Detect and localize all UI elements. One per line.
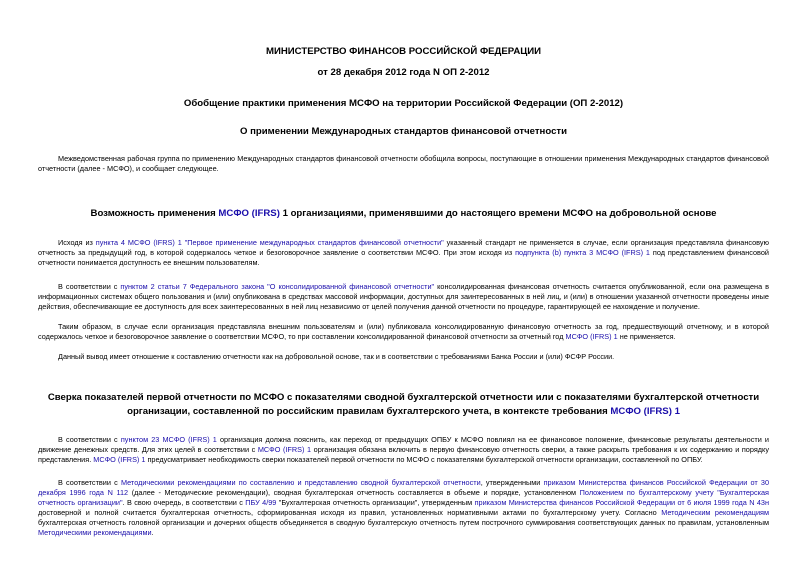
link-pbu-4-99[interactable]: ПБУ 4/99 [245, 498, 277, 507]
section1-heading-link[interactable]: МСФО (IFRS) [218, 208, 280, 219]
text-run: В соответствии с [58, 478, 121, 487]
document-date: от 28 декабря 2012 года N ОП 2-2012 [317, 67, 490, 78]
link-methodical-recommendations-3[interactable]: Методическими рекомендациями [38, 528, 152, 537]
section2-paragraph-1 [38, 435, 769, 465]
text-run: указанный стандарт не применяется в случае, если организация представляла финансовую отчетность за предыдущий год, в которой содержалось четкое и безоговорочное заявление о соответствии МСФО. При этом исходя из [38, 238, 769, 257]
section1-heading-pre: Возможность применения [90, 208, 219, 219]
document-subject: О применении Международных стандартов финансовой отчетности [239, 126, 568, 137]
link-methodical-recommendations[interactable]: Методическими рекомендациями по составлению и представлению сводной бухгалтерской отчетности [120, 478, 481, 487]
text-run: Исходя из [58, 238, 96, 247]
section2-paragraph-2 [38, 478, 769, 538]
link-ifrs1-item3b[interactable]: подпункта (b) пункта 3 МСФО (IFRS) 1 [515, 248, 650, 257]
text-run: не применяется. [617, 332, 676, 341]
section1-paragraph-3 [38, 322, 769, 342]
link-order-43n[interactable]: приказом Министерства финансов Российской Федерации от 6 июля 1999 года N 43н [474, 498, 769, 507]
text-run: В соответствии с [58, 282, 121, 291]
section1-heading [38, 207, 769, 221]
link-ifrs1-item4[interactable]: пункта 4 МСФО (IFRS) 1 "Первое применение международных стандартов финансовой отчетности" [95, 238, 444, 247]
link-ifrs1-item23[interactable]: пунктом 23 МСФО (IFRS) 1 [120, 435, 217, 444]
link-pbu-regulation[interactable]: Положением по бухгалтерскому учету "Бухгалтерская отчетность организации" [38, 488, 769, 507]
document-summary-title: Обобщение практики применения МСФО на территории Российской Федерации (ОП 2-2012) [183, 98, 624, 109]
link-ifrs1[interactable]: МСФО (IFRS) 1 [257, 445, 312, 454]
section1-paragraph-1 [38, 238, 769, 268]
intro-paragraph: Межведомственная рабочая группа по применению Международных стандартов финансовой отчетности обобщила вопросы, поступающие в отношении применения Международных стандартов финансовой отчетности (далее - МСФО), и сообщает следующее. [38, 154, 769, 173]
section2-heading [38, 391, 769, 419]
section2-heading-pre: Сверка показателей первой отчетности по МСФО с показателями сводной бухгалтерской отчетности или с показателями бухгалтерской отчетности организации, составленной по российским правилам бухгалтерского учета, в контексте требования [47, 392, 760, 417]
text-run: организация обязана включить в первую финансовую отчетность сверки, а также раскрыть требования к их содержанию и порядку представления. [38, 445, 769, 464]
link-methodical-recommendations-2[interactable]: Методическим рекомендациям [661, 508, 769, 517]
text-run: бухгалтерская отчетность головной организации и дочерних обществ объединяется в сводную бухгалтерскую отчетность путем построчного суммирования соответствующих данных по правилам, установленным [38, 518, 769, 527]
link-order-112[interactable]: приказом Министерства финансов Российской Федерации от 30 декабря 1996 года N 112 [38, 478, 770, 497]
text-run: (далее - Методические рекомендации), сводная бухгалтерская отчетность составляется в объеме и порядке, установленном [128, 488, 580, 497]
text-run: под представлением финансовой отчетности понимается доступность ее внешним пользователям. [38, 248, 769, 267]
text-run: консолидированная финансовая отчетность считается опубликованной, если она размещена в информационных системах общего пользования и (или) опубликована в средствах массовой информации, доступных для заинтересованных в ней лиц, и (или) в отношении указанной отчетности проведены иные действия, обеспечивающие ее доступность для всех заинтересованных в ней лиц независимо от целей получения данной отчетности по процедуре, гарантирующей ее нахождение и получение. [38, 282, 770, 311]
ministry-title: МИНИСТЕРСТВО ФИНАНСОВ РОССИЙСКОЙ ФЕДЕРАЦИИ [265, 46, 542, 57]
text-run: предусматривает необходимость сверки показателей первой отчетности по МСФО с показателями бухгалтерской отчетности организации, составленной по ОПБУ. [145, 455, 703, 464]
text-run: . В свою очередь, в соответствии с [122, 498, 246, 507]
link-ifrs1[interactable]: МСФО (IFRS) 1 [93, 455, 146, 464]
text-run: Таким образом, в случае если организация представляла внешним пользователям и (или) публиковала консолидированную финансовую отчетность за год, предшествующий отчетному, и в которой содержалось четкое и безоговорочное заявление о соответствии МСФО, то при составлении консолидированной финансовой отчетности за отчетный год [38, 322, 769, 341]
text-run: , утвержденными [480, 478, 544, 487]
text-run: . [151, 528, 154, 537]
section1-heading-post: 1 организациями, применявшими до настоящего времени МСФО на добровольной основе [279, 208, 717, 219]
section1-paragraph-4: Данный вывод имеет отношение к составлению отчетности как на добровольной основе, так и в соответствии с требованиями Банка России и (или) ФСФР России. [58, 352, 615, 361]
section2-heading-link[interactable]: МСФО (IFRS) 1 [610, 406, 680, 417]
text-run: В соответствии с [58, 435, 121, 444]
section1-paragraph-2 [38, 282, 769, 312]
link-federal-law-art7[interactable]: пунктом 2 статьи 7 Федерального закона "О консолидированной финансовой отчетности" [120, 282, 435, 291]
text-run: организация должна пояснить, как переход от предыдущих ОПБУ к МСФО повлиял на ее финансовое положение, финансовые результаты деятельности и движение денежных средств. Для этих целей в соответствии с [38, 435, 770, 454]
text-run: достоверной и полной считается бухгалтерская отчетность, сформированная исходя из правил, установленных нормативными актами по бухгалтерскому учету. Согласно [38, 508, 662, 517]
link-ifrs1[interactable]: МСФО (IFRS) 1 [565, 332, 618, 341]
text-run: "Бухгалтерская отчетность организации", утвержденным [276, 498, 475, 507]
